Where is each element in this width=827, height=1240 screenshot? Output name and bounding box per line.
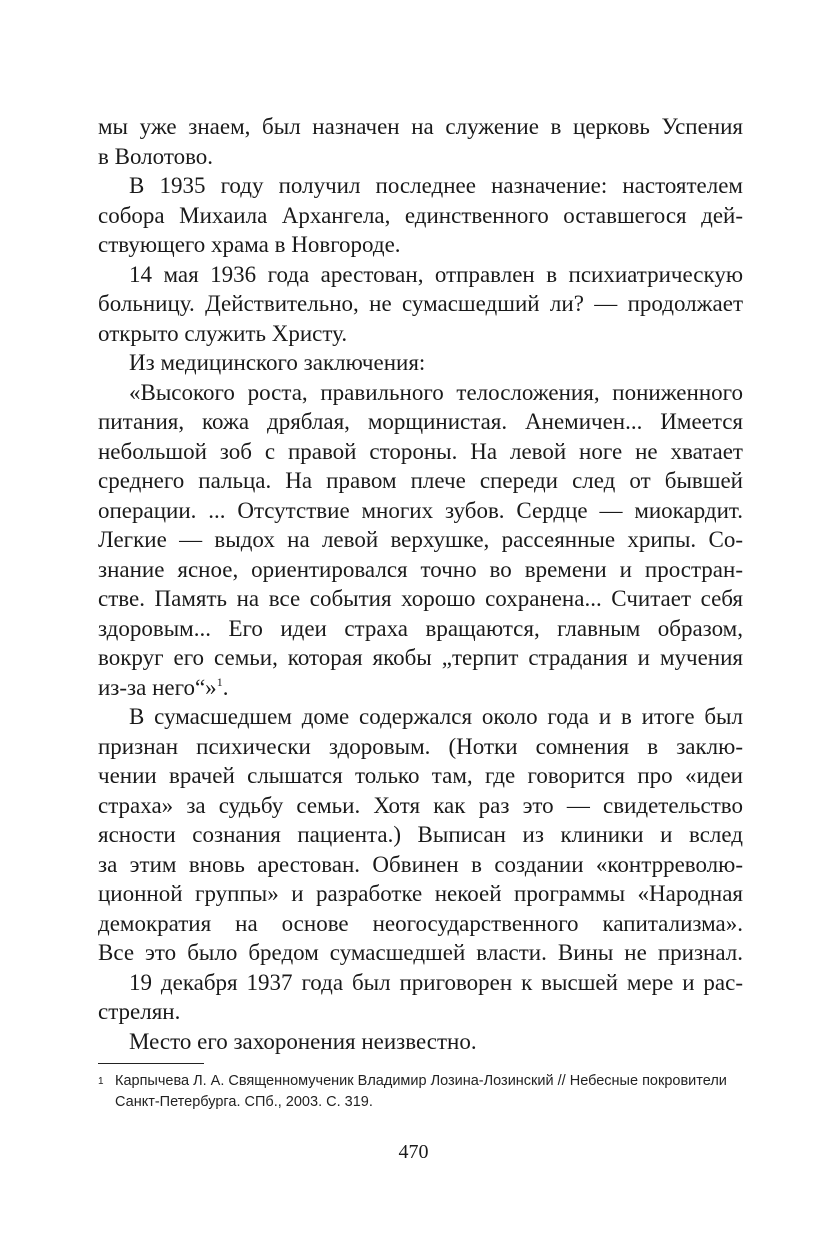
text-line: 14 мая 1936 года арестован, отправлен в психиатрическую [129, 261, 743, 287]
text-line: ясности сознания пациента.) Выписан из клиники и вслед [98, 822, 743, 847]
text-line: за этим вновь арестован. Обвинен в создании «контрреволю- [98, 851, 743, 877]
text-line: демократия на основе неогосударственного капитализма». [98, 910, 743, 936]
page-number: 470 [398, 1141, 429, 1163]
text-line: стве. Память на все события хорошо сохранена... Считает себя [98, 586, 743, 611]
text-line: среднего пальца. На правом плече спереди след от бывшей [98, 468, 743, 493]
text-line: из-за него“»$^1$. [98, 674, 229, 700]
footnote-line: Санкт-Петербурга. СПб., 2003. С. 319. [115, 1094, 373, 1110]
text-line: больницу. Действительно, не сумасшедший ли? — продолжает [98, 291, 743, 316]
text-line: Из медицинского заключения: [129, 350, 426, 375]
text-line: 19 декабря 1937 года был приговорен к высшей мере и рас- [129, 969, 743, 995]
text-line: «Высокого роста, правильного телосложения, пониженного [129, 379, 743, 405]
footnote-divider [98, 1063, 204, 1064]
text-line: Все это было бредом сумасшедшей власти. Вины не признал. [98, 940, 743, 965]
footnote [98, 1071, 743, 1113]
quote-end-text: из-за него“» [98, 674, 217, 700]
text-line: операции. ... Отсутствие многих зубов. Сердце — миокардит. [98, 497, 743, 523]
footnote-number: 1 [98, 1076, 104, 1087]
text-line: В сумасшедшем доме содержался около года и в итоге был [129, 704, 743, 729]
text-line: мы уже знаем, был назначен на служение в церковь Успения [98, 114, 743, 139]
text-line: ционной группы» и разработке некоей программы «Народная [98, 881, 743, 906]
text-line: страха» за судьбу семьи. Хотя как раз это — свидетельство [98, 792, 743, 818]
text-line: знание ясное, ориентировался точно во времени и простран- [98, 556, 743, 582]
text-line: в Волотово. [98, 143, 214, 169]
text-line: вокруг его семьи, которая якобы „терпит страдания и мучения [98, 645, 743, 670]
text-line: собора Михаила Архангела, единственного оставшегося дей- [98, 202, 743, 228]
text-line: признан психически здоровым. (Нотки сомнения в заклю- [98, 733, 743, 759]
text-line: здоровым... Его идеи страха вращаются, главным образом, [98, 615, 743, 641]
text-line: стрелян. [98, 999, 181, 1024]
footnote-line: Карпычева Л. А. Священномученик Владимир Лозина-Лозинский // Небесные покровители [115, 1073, 727, 1089]
text-line: питания, кожа дряблая, морщинистая. Анемичен... Имеется [98, 409, 743, 434]
text-line: открыто служить Христу. [98, 320, 348, 346]
text-line: Место его захоронения неизвестно. [129, 1028, 477, 1054]
text-line: Легкие — выдох на левой верхушке, рассеянные хрипы. Со- [98, 527, 743, 552]
body-text [98, 112, 743, 1056]
text-line: чении врачей слышатся только там, где говорится про «идеи [98, 763, 743, 788]
text-line: небольшой зоб с правой стороны. На левой ноге не хватает [98, 438, 743, 464]
footnote-marker[interactable]: 1 [216, 674, 223, 689]
text-line: В 1935 году получил последнее назначение: настоятелем [129, 173, 743, 198]
text-line: ствующего храма в Новгороде. [98, 232, 401, 257]
